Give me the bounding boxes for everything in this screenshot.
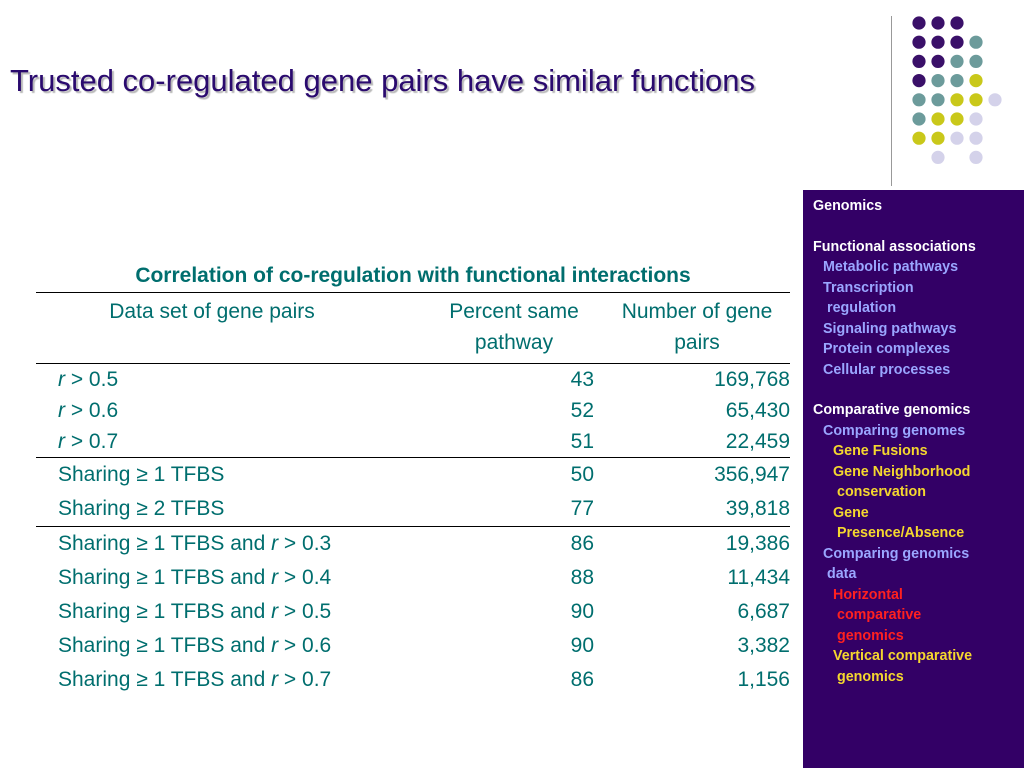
variable-r: r bbox=[271, 600, 279, 623]
cell-count: 39,818 bbox=[725, 497, 790, 520]
decorative-dot bbox=[950, 74, 963, 87]
dataset-text: Sharing ≥ 2 TFBS bbox=[58, 497, 225, 520]
outline-item-data: data bbox=[827, 566, 857, 582]
dataset-text: > 0.5 bbox=[278, 600, 332, 623]
outline-item-presence-absence: Presence/Absence bbox=[837, 525, 965, 541]
outline-item-horizontal: Horizontal bbox=[833, 586, 903, 603]
decorative-dot bbox=[931, 151, 944, 164]
cell-count: 356,947 bbox=[596, 458, 790, 493]
decorative-dot bbox=[912, 36, 925, 49]
cell-percent: 52 bbox=[570, 399, 594, 422]
cell-percent: 51 bbox=[570, 430, 594, 453]
cell-count: 19,386 bbox=[596, 527, 790, 562]
cell-dataset bbox=[36, 395, 416, 426]
decorative-dot bbox=[950, 16, 963, 29]
decorative-dot bbox=[931, 16, 944, 29]
decorative-dot bbox=[988, 93, 1001, 106]
dataset-text: Sharing ≥ 1 TFBS and bbox=[58, 532, 272, 555]
outline-item-comparing-genomes: Comparing genomes bbox=[823, 422, 966, 439]
outline-item-protein-complexes: Protein complexes bbox=[823, 341, 951, 357]
data-table bbox=[36, 292, 790, 697]
decorative-dot bbox=[931, 36, 944, 49]
cell-dataset bbox=[36, 364, 416, 396]
cell-count: 22,459 bbox=[725, 430, 790, 453]
column-header-percent: Percent same pathway bbox=[416, 293, 596, 364]
table-body bbox=[36, 364, 790, 698]
cell-dataset bbox=[36, 527, 416, 562]
dataset-text: Sharing ≥ 1 TFBS bbox=[58, 463, 225, 486]
dataset-text: > 0.5 bbox=[65, 368, 119, 391]
cell-dataset bbox=[36, 595, 416, 629]
decorative-dot bbox=[931, 55, 944, 68]
table-row bbox=[36, 629, 790, 663]
outline-item-genomics: Genomics bbox=[813, 198, 883, 214]
dataset-text: > 0.6 bbox=[278, 634, 332, 657]
decorative-dot bbox=[912, 16, 925, 29]
cell-count: 11,434 bbox=[727, 566, 790, 589]
decorative-dot bbox=[969, 132, 982, 145]
decorative-dot bbox=[950, 36, 963, 49]
decorative-dot bbox=[912, 132, 925, 145]
cell-percent: 86 bbox=[570, 668, 594, 691]
dataset-text: > 0.3 bbox=[278, 532, 332, 555]
decorative-dot bbox=[950, 93, 963, 106]
outline-item-genomics-vertical: genomics bbox=[837, 668, 904, 685]
dataset-text: Sharing ≥ 1 TFBS and bbox=[58, 566, 272, 589]
table-row bbox=[36, 426, 790, 458]
outline-item-metabolic-pathways: Metabolic pathways bbox=[823, 259, 959, 275]
cell-percent: 50 bbox=[416, 458, 596, 493]
decorative-dot bbox=[969, 151, 982, 164]
variable-r: r bbox=[271, 668, 279, 691]
table-header-row bbox=[36, 293, 790, 364]
outline-item-cellular-processes: Cellular processes bbox=[823, 361, 951, 378]
dataset-text: Sharing ≥ 1 TFBS and bbox=[58, 668, 272, 691]
outline-item-conservation: conservation bbox=[837, 484, 926, 500]
dataset-text: Sharing ≥ 1 TFBS and bbox=[58, 634, 272, 657]
decorative-dot bbox=[950, 112, 963, 125]
cell-dataset bbox=[36, 458, 416, 493]
outline-item-regulation: regulation bbox=[827, 300, 897, 316]
table-row bbox=[36, 561, 790, 595]
decorative-dot bbox=[950, 132, 963, 145]
outline-item-gene: Gene bbox=[833, 504, 869, 521]
cell-percent: 90 bbox=[570, 634, 594, 657]
cell-dataset bbox=[36, 663, 416, 697]
cell-count: 169,768 bbox=[714, 368, 790, 391]
dataset-text: > 0.7 bbox=[65, 430, 119, 453]
variable-r: r bbox=[271, 566, 279, 589]
variable-r: r bbox=[58, 430, 65, 453]
dataset-text: > 0.4 bbox=[278, 566, 332, 589]
table-row bbox=[36, 663, 790, 697]
decorative-dot bbox=[969, 93, 982, 106]
decorative-dot bbox=[912, 55, 925, 68]
column-header-number: Number of gene pairs bbox=[596, 293, 790, 364]
outline-item-signaling-pathways: Signaling pathways bbox=[823, 320, 957, 337]
decorative-divider bbox=[891, 16, 892, 186]
decorative-dot bbox=[931, 74, 944, 87]
variable-r: r bbox=[58, 368, 65, 391]
cell-percent: 90 bbox=[570, 600, 594, 623]
table-row bbox=[36, 595, 790, 629]
cell-count: 1,156 bbox=[737, 668, 790, 691]
outline-item-gene-fusions: Gene Fusions bbox=[833, 443, 928, 459]
cell-count: 3,382 bbox=[737, 634, 790, 657]
outline-item-comparing-genomics: Comparing genomics bbox=[823, 545, 970, 562]
decorative-dot bbox=[912, 74, 925, 87]
outline-item-genomics-horizontal: genomics bbox=[837, 627, 904, 644]
decorative-dot bbox=[931, 132, 944, 145]
variable-r: r bbox=[271, 634, 279, 657]
decorative-dot bbox=[912, 93, 925, 106]
decorative-dot bbox=[969, 112, 982, 125]
cell-count: 65,430 bbox=[725, 399, 790, 422]
outline-item-gene-neighborhood: Gene Neighborhood bbox=[833, 463, 971, 480]
outline-item-comparative: comparative bbox=[837, 607, 922, 623]
cell-percent: 88 bbox=[570, 566, 594, 589]
decorative-dot bbox=[912, 112, 925, 125]
data-table-block bbox=[36, 260, 790, 697]
outline-item-comparative-genomics: Comparative genomics bbox=[813, 402, 971, 418]
dataset-text: > 0.6 bbox=[65, 399, 119, 422]
variable-r: r bbox=[271, 532, 279, 555]
cell-dataset bbox=[36, 561, 416, 595]
table-row bbox=[36, 527, 790, 562]
variable-r: r bbox=[58, 399, 65, 422]
table-row bbox=[36, 395, 790, 426]
decorative-dot bbox=[969, 74, 982, 87]
cell-dataset bbox=[36, 492, 416, 527]
decorative-dot bbox=[950, 55, 963, 68]
decorative-dot bbox=[931, 93, 944, 106]
decorative-dot bbox=[931, 112, 944, 125]
slide-title: Trusted co-regulated gene pairs have similar functions bbox=[10, 63, 755, 98]
cell-percent: 86 bbox=[416, 527, 596, 562]
table-row bbox=[36, 458, 790, 493]
dataset-text: Sharing ≥ 1 TFBS and bbox=[58, 600, 272, 623]
table-row bbox=[36, 364, 790, 396]
decorative-dot bbox=[969, 36, 982, 49]
cell-dataset bbox=[36, 426, 416, 458]
outline-item-transcription: Transcription bbox=[823, 279, 914, 296]
outline-item-vertical-comparative: Vertical comparative bbox=[833, 648, 973, 664]
cell-percent: 43 bbox=[570, 368, 594, 391]
dataset-text: > 0.7 bbox=[278, 668, 332, 691]
cell-dataset bbox=[36, 629, 416, 663]
table-caption: Correlation of co-regulation with functional interactions bbox=[135, 264, 691, 287]
sidebar-outline bbox=[803, 190, 1024, 768]
column-header-dataset: Data set of gene pairs bbox=[36, 293, 416, 364]
table-row bbox=[36, 492, 790, 527]
cell-percent: 77 bbox=[570, 497, 594, 520]
cell-count: 6,687 bbox=[737, 600, 790, 623]
decorative-dot bbox=[969, 55, 982, 68]
outline-item-functional-associations: Functional associations bbox=[813, 238, 976, 255]
